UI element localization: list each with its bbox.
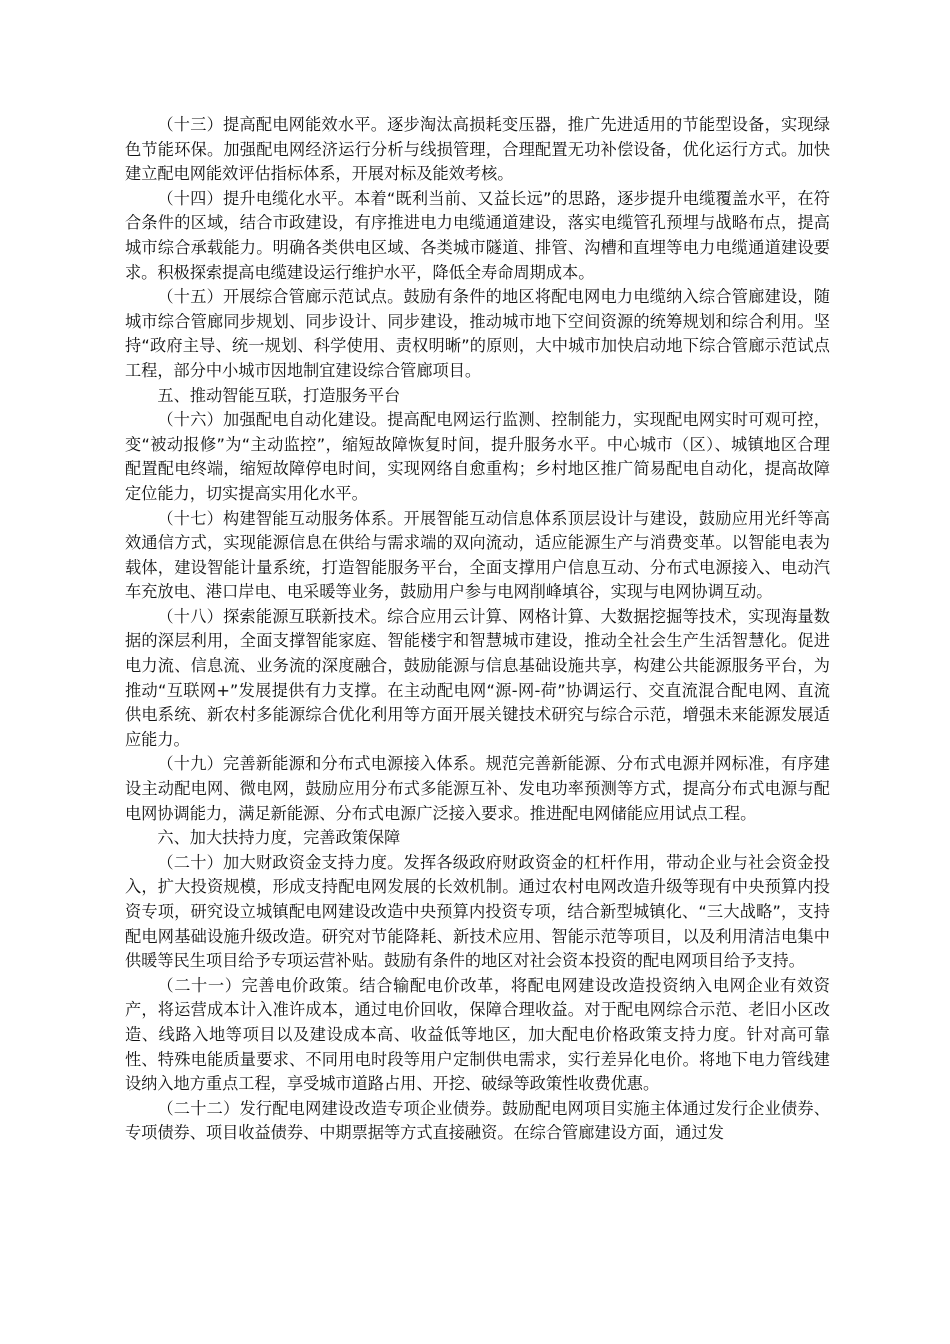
section-heading-6: 六、加大扶持力度，完善政策保障 (157, 828, 401, 848)
section-heading-5: 五、推动智能互联，打造服务平台 (157, 385, 401, 405)
paragraph-14: （十四）提升电缆化水平。本着“既利当前、又益长远”的思路，逐步提升电缆覆盖水平，在符合条件的区域，结合市政建设，有序推进电力电缆通道建设，落实电缆管孔预埋与战略布点，提高城市综合承载能力。明确各类供电区域、各类城市隧道、排管、沟槽和直埋等电力电缆通道建设要求。积极探索提高电缆建设运行维护水平，降低全寿命周期成本。 (125, 188, 830, 282)
paragraph-16: （十六）加强配电自动化建设。提高配电网运行监测、控制能力，实现配电网实时可观可控，变“被动报修”为“主动监控”，缩短故障恢复时间，提升服务水平。中心城市（区）、城镇地区合理配置配电终端，缩短故障停电时间，实现网络自愈重构；乡村地区推广简易配电自动化，提高故障定位能力，切实提高实用化水平。 (125, 410, 830, 503)
document-body (125, 113, 830, 1146)
paragraph-17: （十七）构建智能互动服务体系。开展智能互动信息体系顶层设计与建设，鼓励应用光纤等高效通信方式，实现能源信息在供给与需求端的双向流动，适应能源生产与消费变革。以智能电表为载体，建设智能计量系统，打造智能服务平台，全面支撑用户信息互动、分布式电源接入、电动汽车充放电、港口岸电、电采暖等业务，鼓励用户参与电网削峰填谷，实现与电网协调互动。 (125, 508, 830, 602)
paragraph-19: （十九）完善新能源和分布式电源接入体系。规范完善新能源、分布式电源并网标准，有序建设主动配电网、微电网，鼓励应用分布式多能源互补、发电功率预测等方式，提高分布式电源与配电网协调能力，满足新能源、分布式电源广泛接入要求。推进配电网储能应用试点工程。 (125, 754, 830, 823)
paragraph-22: （二十二）发行配电网建设改造专项企业债券。鼓励配电网项目实施主体通过发行企业债券、专项债券、项目收益债券、中期票据等方式直接融资。在综合管廊建设方面，通过发 (125, 1098, 830, 1143)
paragraph-21: （二十一）完善电价政策。结合输配电价改革，将配电网建设改造投资纳入电网企业有效资产，将运营成本计入准许成本，通过电价回收，保障合理收益。对于配电网综合示范、老旧小区改造、线路入地等项目以及建设成本高、收益低等地区，加大配电价格政策支持力度。针对高可靠性、特殊电能质量要求、不同用电时段等用户定制供电需求，实行差异化电价。将地下电力管线建设纳入地方重点工程，享受城市道路占用、开挖、破绿等政策性收费优惠。 (125, 975, 830, 1094)
paragraph-15: （十五）开展综合管廊示范试点。鼓励有条件的地区将配电网电力电缆纳入综合管廊建设，随城市综合管廊同步规划、同步设计、同步建设，推动城市地下空间资源的统筹规划和综合利用。坚持“政府主导、统一规划、科学使用、责权明晰”的原则，大中城市加快启动地下综合管廊示范试点工程，部分中小城市因地制宜建设综合管廊项目。 (125, 287, 830, 380)
paragraph-18: （十八）探索能源互联新技术。综合应用云计算、网格计算、大数据挖掘等技术，实现海量数据的深层利用，全面支撑智能家庭、智能楼宇和智慧城市建设，推动全社会生产生活智慧化。促进电力流、信息流、业务流的深度融合，鼓励能源与信息基础设施共享，构建公共能源服务平台，为推动“互联网+”发展提供有力支撑。在主动配电网“源-网-荷”协调运行、交直流混合配电网、直流供电系统、新农村多能源综合优化利用等方面开展关键技术研究与综合示范，增强未来能源发展适应能力。 (125, 606, 830, 749)
paragraph-13: （十三）提高配电网能效水平。逐步淘汰高损耗变压器，推广先进适用的节能型设备，实现绿色节能环保。加强配电网经济运行分析与线损管理，合理配置无功补偿设备，优化运行方式。加快建立配电网能效评估指标体系，开展对标及能效考核。 (125, 115, 830, 184)
paragraph-20: （二十）加大财政资金支持力度。发挥各级政府财政资金的杠杆作用，带动企业与社会资金投入，扩大投资规模，形成支持配电网发展的长效机制。通过农村电网改造升级等现有中央预算内投资专项，研究设立城镇配电网建设改造中央预算内投资专项，结合新型城镇化、“三大战略”，支持配电网基础设施升级改造。研究对节能降耗、新技术应用、智能示范等项目，以及利用清洁电集中供暖等民生项目给予专项运营补贴。鼓励有条件的地区对社会资本投资的配电网项目给予支持。 (125, 852, 830, 971)
